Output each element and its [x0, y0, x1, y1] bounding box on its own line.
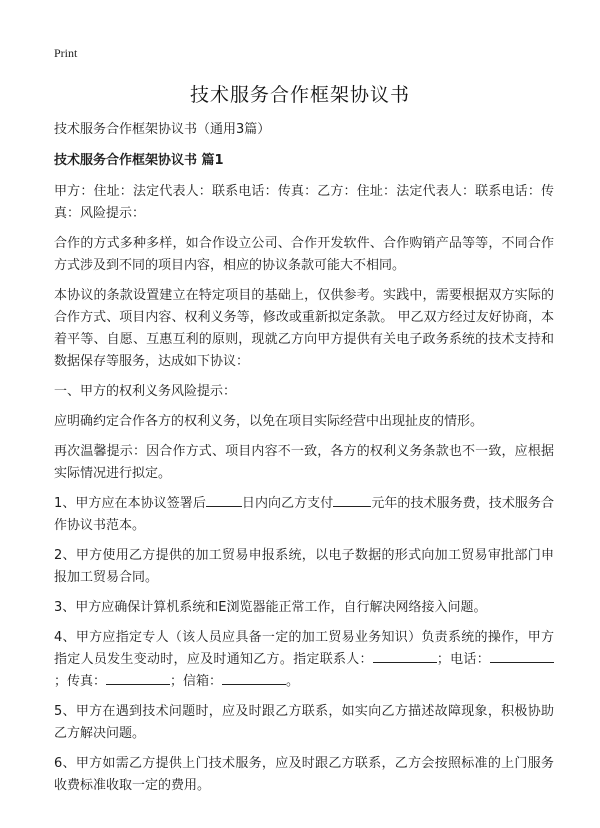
- clause-4-text-a: 4、甲方应指定专人（该人员应具备一定的加工贸易业务知识）负责系统的操作，甲方指定人员发生变动时，应及时通知乙方。指定联系人：: [54, 630, 554, 667]
- clause-1-text-a: 1、甲方应在本协议签署后: [54, 496, 206, 511]
- document-subtitle: 技术服务合作框架协议书（通用3篇）: [54, 122, 271, 137]
- clause-4: [54, 627, 554, 693]
- clause-3: 3、甲方应确保计算机系统和E浏览器能正常工作，自行解决网络接入问题。: [54, 600, 487, 615]
- clause-4-text-b: ；电话：: [436, 652, 490, 667]
- phone-blank: [490, 649, 554, 663]
- basis-paragraph: 本协议的条款设置建立在特定项目的基础上，仅供参考。实践中，需要根据双方实际的合作方式、项目内容、权利义务等，修改或重新拟定条款。 甲乙双方经过友好协商，本着平等、自愿、互惠互利的原则，现就乙方向甲方提供有关电子政务系统的技术支持和数据保存等服务，达成如下协议：: [54, 288, 554, 369]
- contact-person-blank: [373, 649, 437, 663]
- email-blank: [222, 671, 286, 685]
- clause-5: 5、甲方在遇到技术问题时，应及时跟乙方联系，如实向乙方描述故障现象，积极协助乙方解决问题。: [54, 704, 554, 741]
- clause-4-text-c: ；传真：: [54, 674, 107, 689]
- reminder-paragraph: 再次温馨提示：因合作方式、项目内容不一致，各方的权利义务条款也不一致，应根据实际情况进行拟定。: [54, 444, 554, 481]
- document-body: [54, 119, 554, 805]
- rights-paragraph: 应明确约定合作各方的权利义务，以免在项目实际经营中出现扯皮的情形。: [54, 414, 484, 429]
- parties-paragraph: 甲方：住址：法定代表人：联系电话：传真：乙方：住址：法定代表人：联系电话：传真：风险提示：: [54, 184, 554, 221]
- fee-blank: [333, 493, 371, 507]
- clause-1-text-b: 日内向乙方支付: [241, 496, 334, 511]
- section-one-heading: 一、甲方的权利义务风险提示：: [54, 384, 237, 399]
- clause-1: [54, 493, 554, 537]
- section-heading: 技术服务合作框架协议书 篇1: [54, 153, 224, 168]
- clause-4-text-d: ；信箱：: [170, 674, 223, 689]
- fax-blank: [106, 671, 170, 685]
- clause-4-text-e: 。: [286, 674, 300, 689]
- print-link[interactable]: Print: [54, 46, 78, 60]
- days-blank: [206, 493, 242, 507]
- clause-1-text-c: 元年的技术服务费，技术服务合作协议书范本。: [54, 496, 554, 533]
- cooperation-modes-paragraph: 合作的方式多种多样，如合作设立公司、合作开发软件、合作购销产品等等，不同合作方式涉及到不同的项目内容，相应的协议条款可能大不相同。: [54, 236, 554, 273]
- page-title: 技术服务合作框架协议书: [189, 84, 410, 106]
- clause-6: 6、甲方如需乙方提供上门技术服务，应及时跟乙方联系，乙方会按照标准的上门服务收费标准收取一定的费用。: [54, 756, 554, 793]
- clause-2: 2、甲方使用乙方提供的加工贸易申报系统，以电子数据的形式向加工贸易审批部门申报加工贸易合同。: [54, 548, 554, 585]
